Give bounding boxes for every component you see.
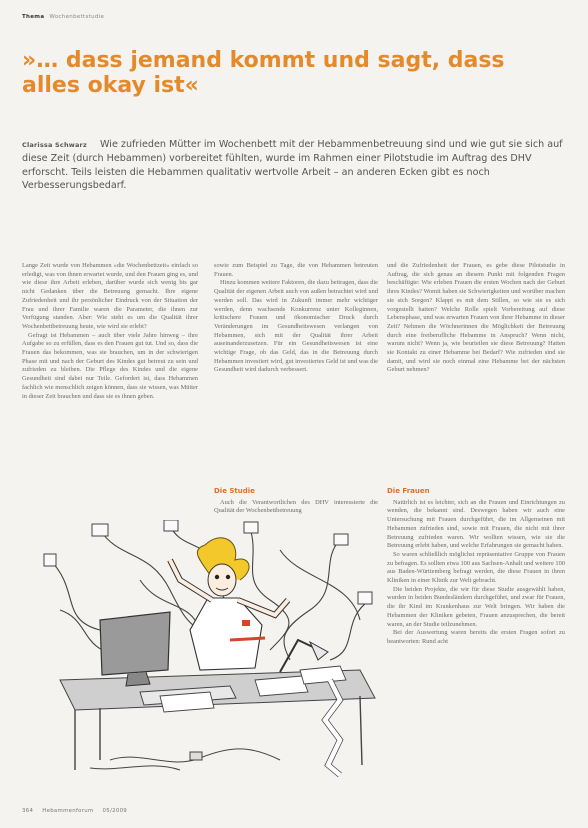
body-paragraph: Bei der Auswertung waren bereits die ersten Fragen sofort zu beantworten: Rund acht xyxy=(387,629,565,645)
body-paragraph: Die beiden Projekte, die wir für diese Studie ausgewählt haben, wurden in beiden Bundesländern durchgeführt, und zwar für Frauen, die ihr Kind im Krankenhaus zur Welt bringen. Wir haben die Hebammen der Kliniken gebeten, Frauen anzusprechen, die bereit waren, an der Studie teilzunehmen. xyxy=(387,585,565,628)
body-paragraph: sowie zum Beispiel zu Tage, die von Hebammen betreuten Frauen. xyxy=(214,262,378,278)
section-tag xyxy=(22,14,104,20)
floor-cables xyxy=(90,749,280,770)
column-3 xyxy=(387,262,565,375)
lead-paragraph xyxy=(22,138,566,193)
issue-number: 05/2009 xyxy=(102,808,128,814)
journal-name: Hebammenforum xyxy=(42,808,94,814)
body-paragraph: Hinzu kommen weitere Faktoren, die dazu beitragen, dass die Qualität der eigenen Arbeit auch von außen betrachtet wird und werden soll. Das wird in Zukunft immer mehr wichtiger werden, denn wachsende Konkurrenz unter Kolleginnen, kritischere Frauen und ökonomischer Druck durch Veränderungen im Gesundheitswesen verlangen von Hebammen, sich mit der Qualität ihrer Arbeit auseinanderzusetzen. Für ein Gesundheitswesen ist eine wichtige Frage, ob das Geld, das in die Betreuung durch Hebammen investiert wird, gut investiertes Geld ist und was die Gesundheit wird dadurch verbessert. xyxy=(214,279,378,374)
lead-text: Wie zufrieden Mütter im Wochenbett mit der Hebammenbetreuung sind und wie gut sie sich auf diese Zeit (durch Hebammen) vorbereitet fühlten, wurde im Rahmen einer Pilotstudie im Auftrag des DHV erforscht. Teils leisten die Hebammen qualitativ wertvolle Arbeit – an anderen Ecken gibt es noch Verbesserungsbedarf. xyxy=(22,139,563,192)
body-paragraph: Lange Zeit wurde von Hebammen »die Wochenbettzeit« einfach so erledigt, was von ihnen erwartet wurde, und den Frauen ging es, und wie diese ihre Arbeit erleben, darüber wurde sich wenig bis gar nicht Gedanken über die Betreuung gemacht. Ihre eigene Zufriedenheit und ihr persönlicher Eindruck von der Situation der Frau und ihrer Familie waren die Parameter, die ihnen zur Verfügung standen. Aber: Wie steht es um die Qualität ihrer Wochenbettbetreuung heute, wie wird sie erlebt? xyxy=(22,262,198,330)
column-1 xyxy=(22,262,198,401)
body-paragraph: Gefragt ist Hebammen – auch über viele Jahre hinweg – ihre Aufgabe so zu erfüllen, dass es den Frauen gut tut. Und so, dass die Frauen das bekommen, was sie brauchen, um in der schwierigen Phase mit und nach der Geburt des Kindes gut betreut zu sein und zufrieden zu bleiben. Die Pflege des Kindes und die eigene Gesundheit sind dabei nur Teile. Gefordert ist, dass Hebammen fachlich wie menschlich zeigen können, dass sie wissen, was Mütter in dieser Zeit brauchen und dass sie es ihnen geben. xyxy=(22,331,198,400)
monitor-icon xyxy=(100,612,170,675)
section-label: Thema xyxy=(22,14,45,20)
section-subtitle: Wochenbettstudie xyxy=(49,14,105,20)
lamp-icon xyxy=(280,640,315,672)
section-heading: Die Studie xyxy=(214,487,255,495)
page-footer xyxy=(22,808,134,814)
section-heading: Die Frauen xyxy=(387,487,430,495)
page-number: 364 xyxy=(22,808,34,814)
plug-icon xyxy=(190,752,202,760)
body-paragraph: Auch die Verantwortlichen des DHV interessierte die Qualität der Wochenbettbetreuung xyxy=(214,498,378,515)
column-2 xyxy=(214,262,378,375)
headline: »… dass jemand kommt und sagt, dass alles okay ist« xyxy=(22,48,505,98)
author-name: Clarissa Schwarz xyxy=(22,141,87,149)
body-paragraph: und die Zufriedenheit der Frauen, es gebe diese Pilotstudie in Auftrag, die sich genau an diesem Punkt mit folgenden Fragen beschäftigte: Wie erleben Frauen die ersten Wochen nach der Geburt ihres Kindes? Womit haben sie Schwierigkeiten und worüber machen sie sich Sorgen? Klappt es mit dem Stillen, so wie sie es sich vorgestellt hatten? Welche Rolle spielt Vorbereitung auf diese Lebensphase, und was erwarten Frauen von ihrer Hebamme in dieser Zeit? Nehmen die Wöchnerinnen die Möglichkeit der Betreuung durch eine freiberufliche Hebamme in Anspruch? Wenn nicht, warum nicht? Wenn ja, wie beurteilen sie diese Betreuung? Hatten sie Kontakt zu einer Hebamme bei Bedarf? Wie zufrieden sind sie damit, und wird sie noch einmal eine Hebamme bei der nächsten Geburt nehmen? xyxy=(387,262,565,374)
body-paragraph: Natürlich ist es leichter, sich an die Frauen und Einrichtungen zu wenden, die bekannt sind. Deswegen haben wir auch eine Untersuchung mit Frauen durchgeführt, die im Allgemeinen mit Hebammen zufrieden sind, sowie mit Frauen, die nicht mit ihrer Betreuung zufrieden waren. Wir wollten wissen, wie sie die Betreuung erlebt haben, und welche Erfahrungen sie gemacht haben. xyxy=(387,498,565,550)
section-studie xyxy=(214,487,378,516)
red-accent xyxy=(230,638,265,640)
midwife-illustration xyxy=(40,520,380,778)
body-paragraph: So waren schließlich möglichst repräsentative Gruppe von Frauen zu befragen. Es sollten etwa 100 aus Sachsen-Anhalt und weitere 100 aus Baden-Württemberg befragt werden, die diese Frauen in ihren Kliniken in einer Klinik zur Welt gebracht. xyxy=(387,550,565,585)
section-frauen xyxy=(387,487,565,647)
